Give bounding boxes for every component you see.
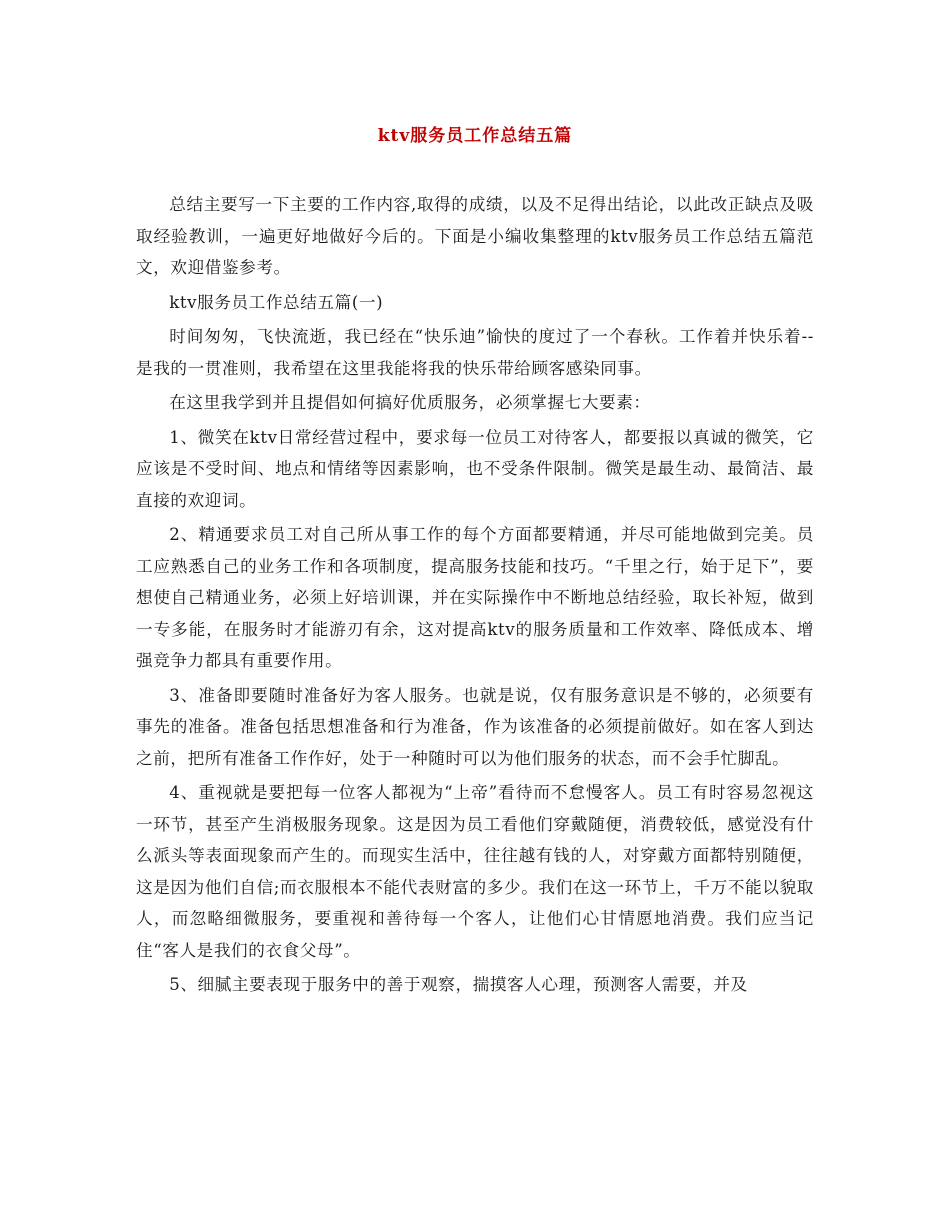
- body-paragraph: 时间匆匆，飞快流逝，我已经在“快乐迪”愉快的度过了一个春秋。工作着并快乐着--是我的一贯准则，我希望在这里我能将我的快乐带给顾客感染同事。: [136, 327, 814, 378]
- list-item-preparation: 3、准备即要随时准备好为客人服务。也就是说，仅有服务意识是不够的，必须要有事先的准备。准备包括思想准备和行为准备，作为该准备的必须提前做好。如在客人到达之前，把所有准备工作作好，处于一种随时可以为他们服务的状态，而不会手忙脚乱。: [136, 685, 814, 768]
- list-item-meticulous: 5、细腻主要表现于服务中的善于观察，揣摸客人心理，预测客人需要，并及: [169, 975, 748, 994]
- body-paragraph: 在这里我学到并且提倡如何搞好优质服务，必须掌握七大要素：: [169, 393, 651, 412]
- document-title: ktv服务员工作总结五篇: [377, 126, 573, 146]
- list-item-attention: 4、重视就是要把每一位客人都视为“上帝”看待而不怠慢客人。员工有时容易忽视这一环节，甚至产生消极服务现象。这是因为员工看他们穿戴随便，消费较低，感觉没有什么派头等表面现象而产生的。而现实生活中，往往越有钱的人，对穿戴方面都特别随便，这是因为他们自信;而衣服根本不能代表财富的多少。我们在这一环节上，千万不能以貌取人，而忽略细微服务，要重视和善待每一个客人，让他们心甘情愿地消费。我们应当记住“客人是我们的衣食父母”。: [136, 783, 814, 960]
- document-body: [136, 189, 814, 1001]
- section-heading: ktv服务员工作总结五篇(一): [169, 292, 384, 312]
- intro-paragraph: 总结主要写一下主要的工作内容,取得的成绩，以及不足得出结论，以此改正缺点及吸取经验教训，一遍更好地做好今后的。下面是小编收集整理的ktv服务员工作总结五篇范文，欢迎借鉴参考。: [136, 195, 814, 277]
- list-item-proficiency: 2、精通要求员工对自己所从事工作的每个方面都要精通，并尽可能地做到完美。员工应熟悉自己的业务工作和各项制度，提高服务技能和技巧。“千里之行，始于足下”，要想使自己精通业务，必须上好培训课，并在实际操作中不断地总结经验，取长补短，做到一专多能，在服务时才能游刃有余，这对提高ktv的服务质量和工作效率、降低成本、增强竞争力都具有重要作用。: [136, 525, 814, 670]
- list-item-smile: 1、微笑在ktv日常经营过程中，要求每一位员工对待客人，都要报以真诚的微笑，它应该是不受时间、地点和情绪等因素影响，也不受条件限制。微笑是最生动、最简洁、最直接的欢迎词。: [136, 427, 814, 510]
